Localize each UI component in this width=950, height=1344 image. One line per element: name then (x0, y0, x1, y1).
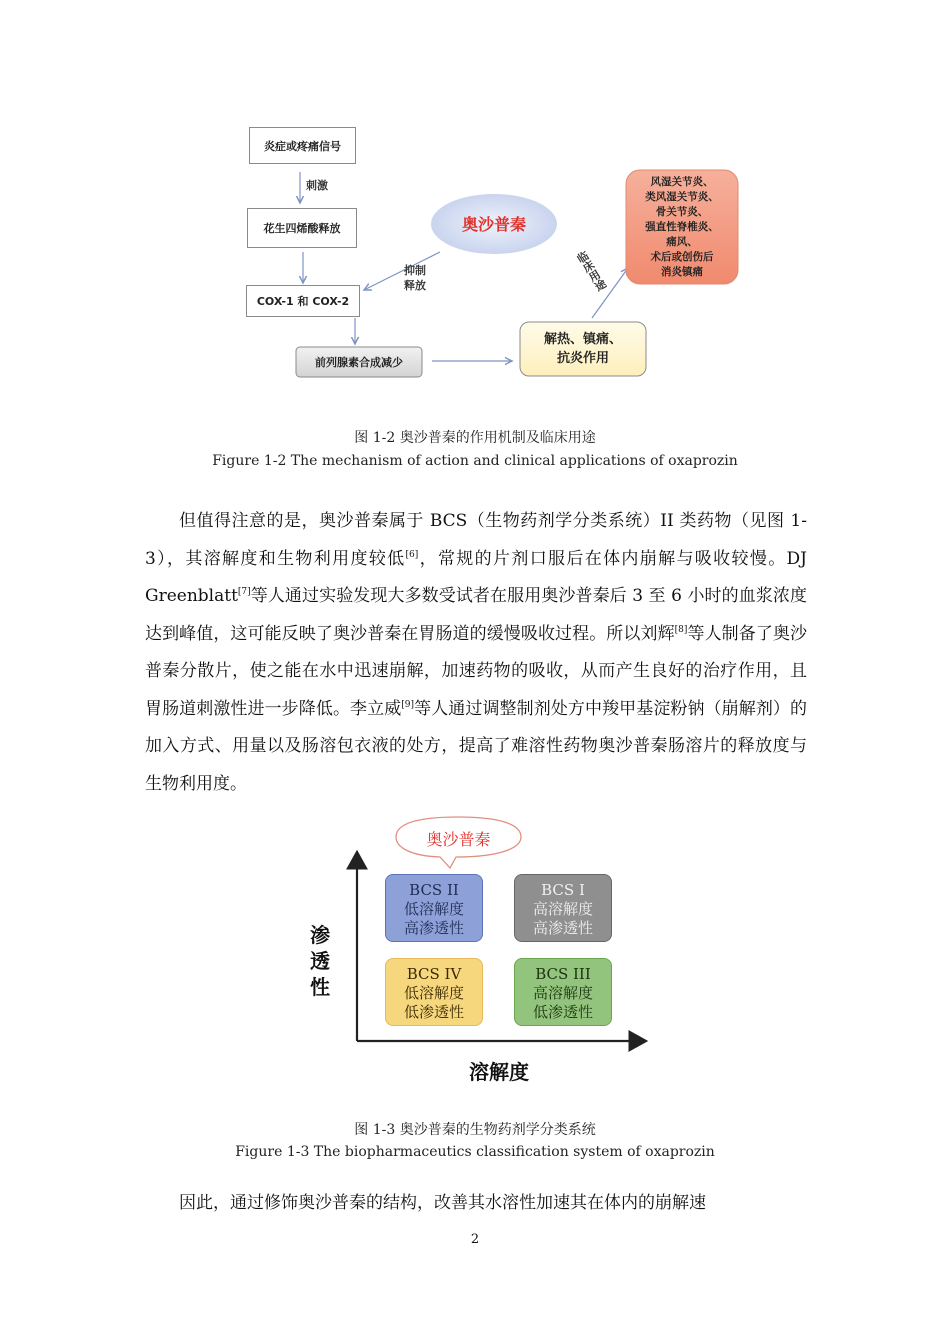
drug-ellipse-label: 奥沙普秦 (461, 215, 526, 234)
paragraph-text: ，常规的片剂口服后在体内崩解与吸收较慢。DJ Greenblatt (145, 548, 807, 606)
effect-line-1: 解热、镇痛、 (543, 332, 622, 347)
figure-1-3-caption-cn: 图 1-3 奥沙普秦的生物药剂学分类系统 (354, 1122, 596, 1138)
bcs-ii-box (385, 874, 483, 942)
bcs-iv-line-2: 低渗透性 (403, 1003, 464, 1021)
bcs-iii-line-1: 高溶解度 (532, 984, 593, 1002)
page-number: 2 (470, 1232, 480, 1247)
signal-box: 炎症或疼痛信号 (249, 127, 356, 164)
indication-item: 强直性脊椎炎、 (645, 221, 719, 233)
bcs-iv-title: BCS IV (406, 965, 462, 983)
bcs-ii-line-2: 高渗透性 (403, 919, 464, 937)
figure-1-3-caption-en: Figure 1-3 The biopharmaceutics classification system of oxaprozin (235, 1144, 715, 1160)
bcs-i-title: BCS I (541, 881, 585, 899)
release-box: 花生四烯酸释放 (247, 208, 357, 248)
clinical-use-label: 临床用途 (573, 249, 609, 294)
citation-6: [6] (405, 549, 419, 560)
figure-1-2-connectors (0, 0, 950, 420)
bcs-iv-box (385, 958, 483, 1026)
paragraph-text: 但值得注意的是，奥沙普秦属于 BCS（生物药剂学分类系统）II 类药物（见图 1-3），其溶解度和生物利用度较低 (145, 511, 807, 569)
bcs-i-line-1: 高溶解度 (532, 900, 593, 918)
prostaglandin-box: 前列腺素合成减少 (315, 356, 403, 369)
bcs-ii-title: BCS II (409, 881, 459, 899)
paragraph-text: 等人通过调整制剂处方中羧甲基淀粉钠（崩解剂）的加入方式、用量以及肠溶包衣液的处方，提高了难溶性药物奥沙普秦肠溶片的释放度与生物利用度。 (145, 698, 808, 794)
bcs-iii-box (514, 958, 612, 1026)
indication-item: 风湿关节炎、 (650, 176, 714, 188)
citation-7: [7] (237, 587, 251, 597)
inhibit-label-2: 释放 (404, 279, 426, 292)
indication-item: 类风湿关节炎、 (645, 191, 719, 203)
indication-item: 痛风、 (666, 236, 698, 248)
citation-8: [8] (674, 624, 688, 635)
indication-item: 术后或创伤后 (650, 251, 714, 263)
bcs-ii-line-1: 低溶解度 (403, 900, 464, 918)
bcs-i-box (514, 874, 612, 942)
y-axis-label: 渗透性 (310, 923, 330, 999)
figure-1-2-caption-en: Figure 1-2 The mechanism of action and clinical applications of oxaprozin (212, 453, 738, 469)
cox-box: COX-1 和 COX-2 (246, 285, 360, 317)
indication-item: 消炎镇痛 (661, 266, 703, 278)
bcs-i-line-2: 高渗透性 (532, 919, 593, 937)
bcs-iii-title: BCS III (535, 965, 591, 983)
indications-box (626, 175, 738, 280)
stimulus-label: 刺激 (306, 179, 328, 192)
indication-item: 骨关节炎、 (655, 206, 709, 218)
bcs-iii-line-2: 低渗透性 (532, 1003, 593, 1021)
callout-label: 奥沙普秦 (426, 830, 491, 849)
arrow-drug-to-cox (364, 252, 440, 290)
bcs-iv-line-1: 低溶解度 (403, 984, 464, 1002)
x-axis-label: 溶解度 (469, 1060, 529, 1084)
paragraph-text: 等人通过实验发现大多数受试者在服用奥沙普秦后 3 至 6 小时的血浆浓度达到峰值，这可能反映了奥沙普秦在胃肠道的缓慢吸收过程。所以刘辉 (145, 586, 807, 644)
figure-1-2-caption-cn: 图 1-2 奥沙普秦的作用机制及临床用途 (354, 430, 596, 446)
effect-line-2: 抗炎作用 (556, 351, 609, 366)
paragraph-text: 等人制备了奥沙普秦分散片，使之能在水中迅速崩解，加速药物的吸收，从而产生良好的治疗作用，且胃肠道刺激性进一步降低。李立威 (145, 623, 808, 719)
inhibit-label-1: 抑制 (404, 264, 426, 277)
effect-box (520, 330, 646, 368)
citation-9: [9] (401, 699, 415, 710)
body-paragraph-1 (145, 503, 807, 803)
body-paragraph-2: 因此，通过修饰奥沙普秦的结构，改善其水溶性加速其在体内的崩解速 (179, 1193, 706, 1213)
